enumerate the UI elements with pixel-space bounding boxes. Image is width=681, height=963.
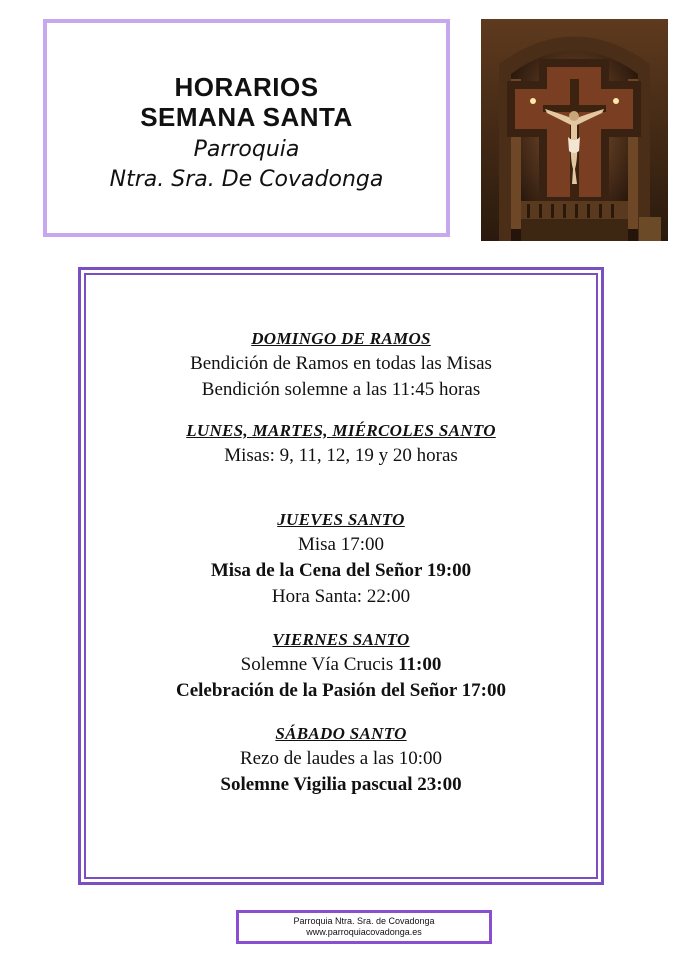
footer-parish-name: Parroquia Ntra. Sra. de Covadonga bbox=[293, 916, 435, 926]
section-heading: DOMINGO DE RAMOS bbox=[251, 329, 431, 348]
crucifix-photo bbox=[481, 19, 668, 241]
schedule-line: Bendición solemne a las 11:45 horas bbox=[201, 379, 481, 400]
section-jueves-santo bbox=[81, 508, 601, 610]
schedule-line-highlight: Solemne Vigilia pascual 23:00 bbox=[220, 774, 462, 795]
section-sabado-santo bbox=[81, 722, 601, 798]
section-viernes-santo bbox=[81, 628, 601, 704]
schedule-line: Misa 17:00 bbox=[297, 534, 385, 555]
schedule-line: Misas: 9, 11, 12, 19 y 20 horas bbox=[224, 445, 458, 466]
footer-box bbox=[236, 910, 492, 944]
section-domingo-de-ramos bbox=[81, 327, 601, 403]
schedule-line: Rezo de laudes a las 10:00 bbox=[239, 748, 443, 769]
title-box bbox=[43, 19, 450, 237]
schedule-line-time: 11:00 bbox=[398, 654, 442, 675]
schedule-box bbox=[78, 267, 604, 885]
schedule-line: Bendición de Ramos en todas las Misas bbox=[190, 353, 492, 374]
schedule-line-text: Solemne Vía Crucis bbox=[240, 654, 399, 675]
subtitle-church-name: Ntra. Sra. De Covadonga bbox=[109, 167, 384, 192]
section-heading: VIERNES SANTO bbox=[272, 630, 410, 649]
section-heading: LUNES, MARTES, MIÉRCOLES SANTO bbox=[186, 421, 496, 440]
footer-website-link[interactable]: www.parroquiacovadonga.es bbox=[306, 927, 422, 937]
schedule-line: Hora Santa: 22:00 bbox=[271, 586, 411, 607]
schedule-line-highlight: Celebración de la Pasión del Señor 17:00 bbox=[175, 680, 507, 701]
schedule-content bbox=[81, 327, 601, 798]
section-lunes-martes-miercoles bbox=[81, 419, 601, 469]
subtitle-parroquia: Parroquia bbox=[193, 137, 300, 162]
title-horarios: HORARIOS bbox=[174, 72, 319, 102]
schedule-line-highlight: Misa de la Cena del Señor 19:00 bbox=[210, 560, 472, 581]
title-semana-santa: SEMANA SANTA bbox=[140, 102, 353, 132]
crucifix-image bbox=[481, 19, 668, 241]
schedule-line bbox=[81, 652, 601, 678]
section-heading: SÁBADO SANTO bbox=[275, 724, 407, 743]
section-heading: JUEVES SANTO bbox=[277, 510, 405, 529]
